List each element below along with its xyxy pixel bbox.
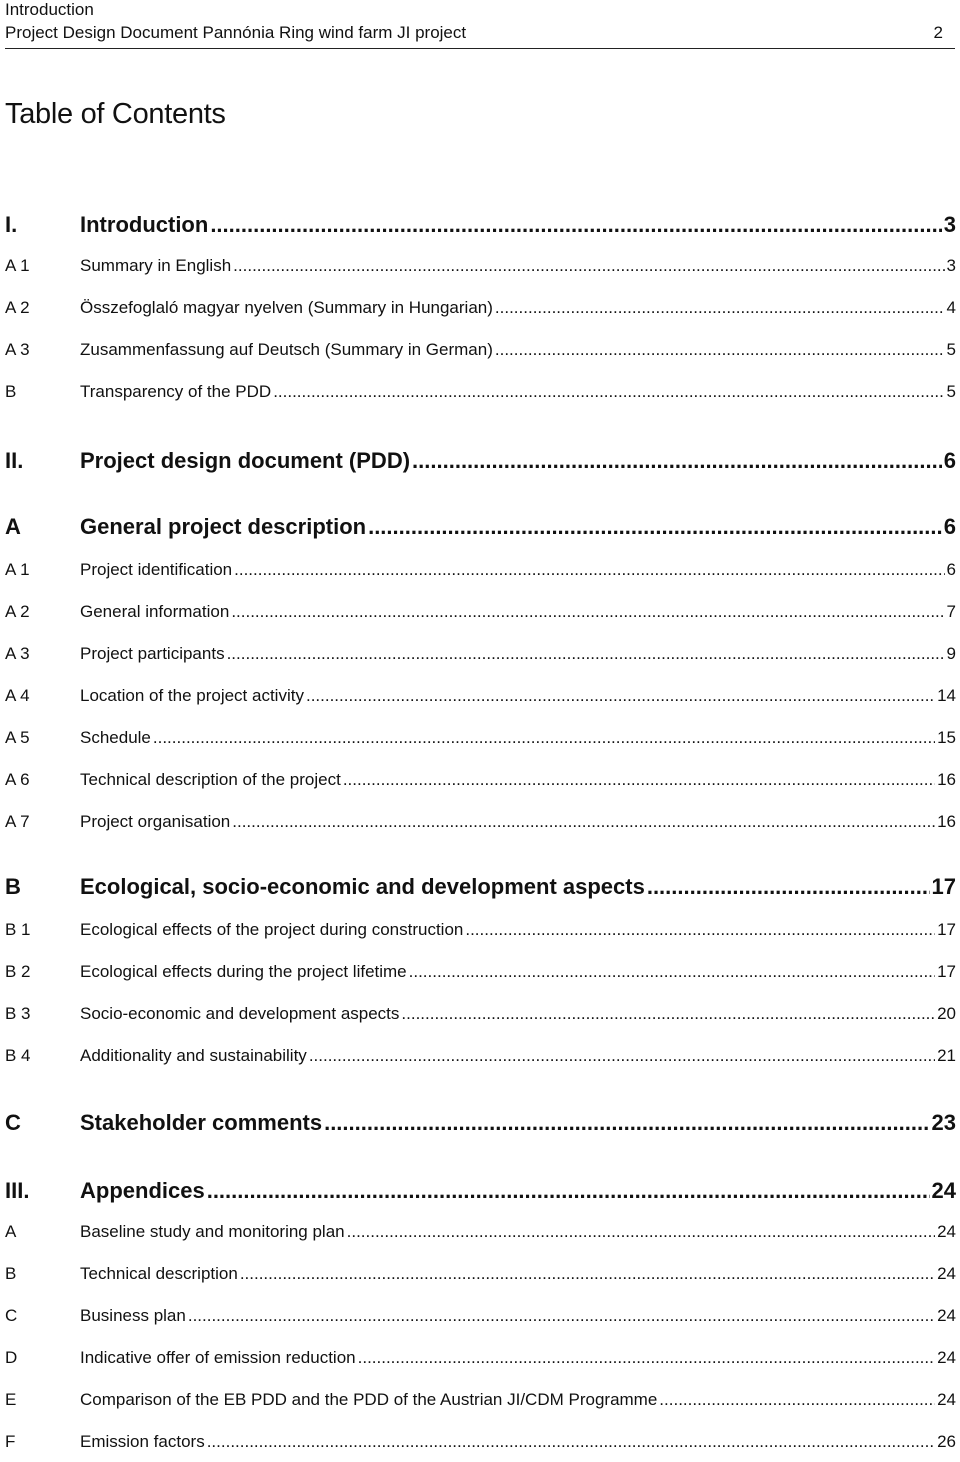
header-title-row — [5, 20, 955, 49]
toc-dot-leader — [306, 686, 935, 706]
toc-entry-number: A 5 — [5, 728, 30, 747]
toc-entry-page: 14 — [937, 686, 956, 705]
toc-entry-page: 26 — [937, 1432, 956, 1451]
toc-entry-page: 6 — [943, 514, 956, 539]
toc-entry-page: 24 — [937, 1222, 956, 1241]
toc-entry-number: I. — [5, 212, 18, 237]
toc-entry-page: 4 — [946, 298, 956, 317]
toc-dot-leader — [465, 920, 935, 940]
toc-entry-title[interactable]: Zusammenfassung auf Deutsch (Summary in German) — [80, 340, 493, 359]
toc-dot-leader — [309, 1046, 935, 1066]
toc-dot-leader — [647, 874, 930, 900]
toc-entry-page: 5 — [946, 382, 956, 401]
toc-dot-leader — [210, 212, 941, 238]
toc-entry[interactable] — [5, 1306, 956, 1336]
toc-entry-number: B — [5, 1264, 17, 1283]
toc-entry[interactable] — [5, 874, 956, 904]
toc-dot-leader — [412, 448, 942, 474]
toc-entry-title[interactable]: Emission factors — [80, 1432, 205, 1451]
toc-dot-leader — [232, 812, 935, 832]
toc-entry[interactable] — [5, 382, 956, 412]
toc-dot-leader — [227, 644, 945, 664]
toc-entry-number: A 3 — [5, 340, 30, 359]
toc-entry-title[interactable]: Additionality and sustainability — [80, 1046, 307, 1065]
toc-entry-title[interactable]: Ecological effects during the project lifetime — [80, 962, 407, 981]
toc-entry-page: 21 — [937, 1046, 956, 1065]
toc-entry-page: 24 — [937, 1390, 956, 1409]
toc-dot-leader — [495, 340, 945, 360]
toc-entry-page: 15 — [937, 728, 956, 747]
toc-entry[interactable] — [5, 340, 956, 370]
toc-dot-leader — [324, 1110, 929, 1136]
toc-entry-page: 16 — [937, 770, 956, 789]
toc-entry-number: E — [5, 1390, 17, 1409]
toc-entry-title[interactable]: Introduction — [80, 212, 209, 237]
toc-entry-title[interactable]: Stakeholder comments — [80, 1110, 323, 1135]
toc-entry-title[interactable]: Ecological effects of the project during construction — [80, 920, 464, 939]
toc-entry-page: 6 — [946, 560, 956, 579]
toc-entry-title[interactable]: Appendices — [80, 1178, 205, 1203]
toc-entry-title[interactable]: Project participants — [80, 644, 225, 663]
toc-entry-number: C — [5, 1110, 21, 1135]
toc-entry-title[interactable]: General project description — [80, 514, 367, 539]
toc-dot-leader — [358, 1348, 935, 1368]
toc-entry-number: B 2 — [5, 962, 31, 981]
toc-entry[interactable] — [5, 644, 956, 674]
toc-entry-title[interactable]: Project identification — [80, 560, 233, 579]
toc-entry[interactable] — [5, 812, 956, 842]
toc-entry-number: A — [5, 1222, 17, 1241]
toc-entry[interactable] — [5, 1432, 956, 1462]
toc-entry-number: A 2 — [5, 602, 30, 621]
toc-entry-page: 7 — [946, 602, 956, 621]
toc-entry-title[interactable]: Ecological, socio-economic and development aspects — [80, 874, 645, 899]
toc-entry-title[interactable]: Transparency of the PDD — [80, 382, 272, 401]
toc-entry-number: B — [5, 382, 17, 401]
toc-entry-number: D — [5, 1348, 18, 1367]
toc-entry-title[interactable]: Summary in English — [80, 256, 232, 275]
toc-dot-leader — [401, 1004, 935, 1024]
toc-dot-leader — [409, 962, 935, 982]
page-title: Table of Contents — [5, 98, 226, 130]
toc-dot-leader — [207, 1178, 930, 1204]
toc-entry-number: B 4 — [5, 1046, 31, 1065]
toc-entry-number: A 4 — [5, 686, 30, 705]
toc-entry[interactable] — [5, 920, 956, 950]
toc-entry-title[interactable]: Baseline study and monitoring plan — [80, 1222, 345, 1241]
toc-dot-leader — [153, 728, 935, 748]
toc-dot-leader — [495, 298, 945, 318]
toc-entry-number: A 1 — [5, 256, 30, 275]
toc-entry-title[interactable]: Technical description of the project — [80, 770, 341, 789]
toc-entry-number: B 1 — [5, 920, 31, 939]
toc-entry-page: 24 — [937, 1264, 956, 1283]
toc-dot-leader — [207, 1432, 935, 1452]
toc-entry-page: 3 — [943, 212, 956, 237]
toc-entry[interactable] — [5, 1390, 956, 1420]
toc-dot-leader — [347, 1222, 935, 1242]
toc-entry-title[interactable]: Project design document (PDD) — [80, 448, 411, 473]
toc-entry-number: A 2 — [5, 298, 30, 317]
toc-entry-title[interactable]: Business plan — [80, 1306, 186, 1325]
toc-entry-number: A 7 — [5, 812, 30, 831]
toc-entry-page: 9 — [946, 644, 956, 663]
toc-entry-page: 3 — [946, 256, 956, 275]
toc-entry[interactable] — [5, 560, 956, 590]
toc-entry-page: 23 — [931, 1110, 956, 1135]
header-page-number: 2 — [933, 23, 943, 42]
toc-entry[interactable] — [5, 514, 956, 544]
toc-entry[interactable] — [5, 1222, 956, 1252]
toc-entry[interactable] — [5, 1046, 956, 1076]
toc-entry-number: B 3 — [5, 1004, 31, 1023]
toc-entry-number: A 1 — [5, 560, 30, 579]
toc-entry-title[interactable]: Location of the project activity — [80, 686, 304, 705]
toc-dot-leader — [188, 1306, 935, 1326]
toc-dot-leader — [233, 256, 944, 276]
toc-dot-leader — [231, 602, 944, 622]
toc-dot-leader — [343, 770, 935, 790]
toc-entry-number: C — [5, 1306, 18, 1325]
toc-entry[interactable] — [5, 1110, 956, 1140]
toc-entry-title[interactable]: Socio-economic and development aspects — [80, 1004, 400, 1023]
toc-entry[interactable] — [5, 1178, 956, 1208]
toc-entry-title[interactable]: Indicative offer of emission reduction — [80, 1348, 356, 1367]
toc-entry-number: III. — [5, 1178, 30, 1203]
toc-entry[interactable] — [5, 1004, 956, 1034]
toc-entry-title[interactable]: Schedule — [80, 728, 151, 747]
toc-entry[interactable] — [5, 686, 956, 716]
toc-entry[interactable] — [5, 256, 956, 286]
toc-entry-number: F — [5, 1432, 16, 1451]
toc-dot-leader — [234, 560, 944, 580]
toc-entry-page: 6 — [943, 448, 956, 473]
toc-entry-number: A 3 — [5, 644, 30, 663]
toc-entry[interactable] — [5, 1348, 956, 1378]
toc-entry-number: A 6 — [5, 770, 30, 789]
toc-entry[interactable] — [5, 1264, 956, 1294]
toc-entry-number: B — [5, 874, 21, 899]
toc-entry-page: 17 — [937, 920, 956, 939]
toc-entry-page: 16 — [937, 812, 956, 831]
toc-entry-page: 17 — [931, 874, 956, 899]
toc-entry-title[interactable]: Összefoglaló magyar nyelven (Summary in Hungarian) — [80, 298, 493, 317]
toc-entry[interactable] — [5, 770, 956, 800]
toc-entry-page: 24 — [931, 1178, 956, 1203]
toc-entry-title[interactable]: General information — [80, 602, 230, 621]
toc-dot-leader — [273, 382, 944, 402]
toc-entry[interactable] — [5, 298, 956, 328]
toc-entry[interactable] — [5, 212, 956, 242]
page-header — [5, 0, 955, 49]
toc-entry-title[interactable]: Comparison of the EB PDD and the PDD of the Austrian JI/CDM Programme — [80, 1390, 658, 1409]
toc-entry[interactable] — [5, 962, 956, 992]
toc-entry[interactable] — [5, 728, 956, 758]
toc-dot-leader — [659, 1390, 935, 1410]
toc-entry-title[interactable]: Technical description — [80, 1264, 238, 1283]
header-doc-title: Project Design Document Pannónia Ring wind farm JI project — [5, 23, 467, 42]
toc-entry[interactable] — [5, 602, 956, 632]
toc-entry-number: A — [5, 514, 21, 539]
toc-entry-page: 5 — [946, 340, 956, 359]
toc-entry-page: 17 — [937, 962, 956, 981]
toc-entry-title[interactable]: Project organisation — [80, 812, 231, 831]
toc-entry-page: 24 — [937, 1306, 956, 1325]
toc-entry[interactable] — [5, 448, 956, 478]
toc-entry-number: II. — [5, 448, 24, 473]
header-section: Introduction — [5, 0, 94, 19]
toc-entry-page: 24 — [937, 1348, 956, 1367]
toc-dot-leader — [368, 514, 942, 540]
toc-dot-leader — [240, 1264, 935, 1284]
toc-entry-page: 20 — [937, 1004, 956, 1023]
